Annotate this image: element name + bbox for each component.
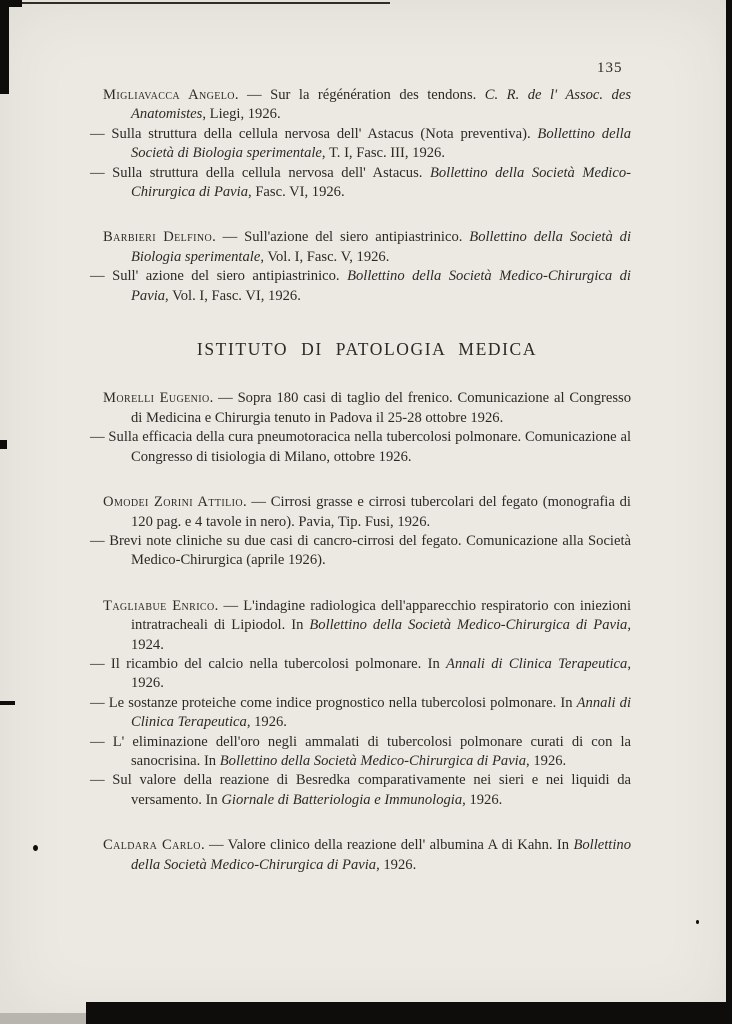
entry-group [90,597,631,810]
scan-artifact-right-edge-bar [726,0,732,1024]
scan-artifact-ink-dot [33,845,38,851]
scan-artifact-bottom-bar [86,1002,732,1024]
journal-title: Bollettino della Società di Biologia sperimentale [131,229,631,265]
entry-text: — Sull' azione del siero antipiastrinico. [90,268,348,285]
entry-text: . — Sull'azione del siero antipiastrinico. [212,229,470,246]
entry-text: . — Sopra 180 casi di taglio del frenico. Comunicazione al Congresso di Medicina e Chirurgia tenuto in Padova il 25-28 ottobre 1926. [131,390,631,426]
scan-artifact-left-dash [0,701,15,705]
entry-group [90,493,631,571]
author-name: Migliavacca Angelo [103,87,235,103]
entry-text: , 1926. [526,752,567,769]
entry-text: , 1926. [376,856,417,873]
scan-artifact-top-left-corner [0,0,22,7]
scan-artifact-left-bar [0,0,9,94]
entry-text: . — Valore clinico della reazione dell' albumina A di Kahn. In [200,837,574,854]
entry-text: , 1926. [131,655,631,692]
scan-artifact-bottom-left-strip [0,1013,86,1024]
bibliography-entry [90,655,631,694]
entry-group [90,86,631,202]
entry-text: , Fasc. VI, 1926. [248,184,345,201]
journal-title: Bollettino della Società Medico-Chirurgica di Pavia [131,837,632,873]
entry-text: — Il ricambio del calcio nella tubercolosi polmonare. In [90,655,447,672]
author-name: Caldara Carlo [103,837,201,854]
bibliography-entry [90,771,631,810]
journal-title: Bollettino della Società Medico-Chirurgica di Pavia [131,268,631,304]
entry-text: , Vol. I, Fasc. V, 1926. [260,248,390,265]
entry-text: , 1926. [246,714,287,731]
journal-title: Bollettino della Società Medico-Chirurgica di Pavia [309,617,628,634]
entry-group [103,836,631,875]
entry-text: — L' eliminazione dell'oro negli ammalati di tubercolosi polmonare curati di con la sanocrisina. In [90,733,631,769]
entry-group [90,389,631,467]
entry-text: — Brevi note cliniche su due casi di cancro-cirrosi del fegato. Comunicazione alla Società Medico-Chirurgica (aprile 1926). [90,532,631,569]
bibliography [90,86,632,901]
entry-text: . — L'indagine radiologica dell'apparecchio respiratorio con iniezioni intratracheali di Lipiodol. In [131,597,631,634]
bibliography-entry [90,428,631,467]
bibliography-entry [90,532,631,571]
entry-group [90,228,631,306]
author-name: Tagliabue Enrico [103,597,215,614]
journal-title: C. R. de l' Assoc. des Anatomistes [131,87,631,123]
scan-artifact-ink-speck [696,920,699,924]
journal-title: Annali di Clinica Terapeutica [446,655,628,672]
page-number: 135 [597,60,623,76]
scan-artifact-top-edge-line [8,2,390,4]
entry-text: , 1926. [462,791,503,808]
bibliography-entry [103,389,631,428]
scan-artifact-left-tick [0,440,7,449]
journal-title: Bollettino della Società di Biologia sperimentale [131,125,631,162]
entry-text: — Le sostanze proteiche come indice prognostico nella tubercolosi polmonare. In [90,694,577,711]
author-name: Morelli Eugenio [103,390,210,407]
journal-title: Bollettino della Società Medico-Chirurgica di Pavia [219,752,527,769]
author-name: Omodei Zorini Attilio [103,494,243,511]
entry-text: , Vol. I, Fasc. VI, 1926. [165,287,301,304]
journal-title: Giornale di Batteriologia e Immunologia [221,791,463,808]
entry-text: , Liegi, 1926. [202,106,281,123]
bibliography-entry [90,125,631,164]
entry-text: , T. I, Fasc. III, 1926. [321,145,445,162]
entry-text: — Sulla struttura della cellula nervosa dell' Astacus (Nota preventiva). [90,125,538,142]
bibliography-entry [103,228,631,267]
bibliography-entry [90,164,631,203]
entry-text: , 1924. [131,617,631,653]
bibliography-entry [90,733,631,772]
bibliography-entry [103,597,631,655]
entry-text: . — Cirrosi grasse e cirrosi tubercolari del fegato (monografia di 120 pag. e 4 tavole in nero). Pavia, Tip. Fusi, 1926. [131,494,631,530]
journal-title: Bollettino della Società Medico-Chirurgica di Pavia [131,164,631,201]
bibliography-entry [90,694,631,733]
bibliography-entry [103,493,631,532]
entry-text: — Sulla struttura della cellula nervosa dell' Astacus. [90,164,430,181]
author-name: Barbieri Delfino [103,229,213,246]
entry-text: — Sulla efficacia della cura pneumotoracica nella tubercolosi polmonare. Comunicazione al Congresso di tisiologia di Milano, ottobre 1926. [90,429,631,465]
entry-text: — Sul valore della reazione di Besredka comparativamente nei sieri e nei liquidi da versamento. In [90,772,631,808]
bibliography-entry [103,836,631,875]
bibliography-entry [90,267,631,306]
bibliography-entry [103,86,631,125]
section-heading: ISTITUTO DI PATOLOGIA MEDICA [196,339,538,360]
journal-title: Annali di Clinica Terapeutica [131,694,631,731]
entry-text: . — Sur la régénération des tendons. [234,87,485,103]
